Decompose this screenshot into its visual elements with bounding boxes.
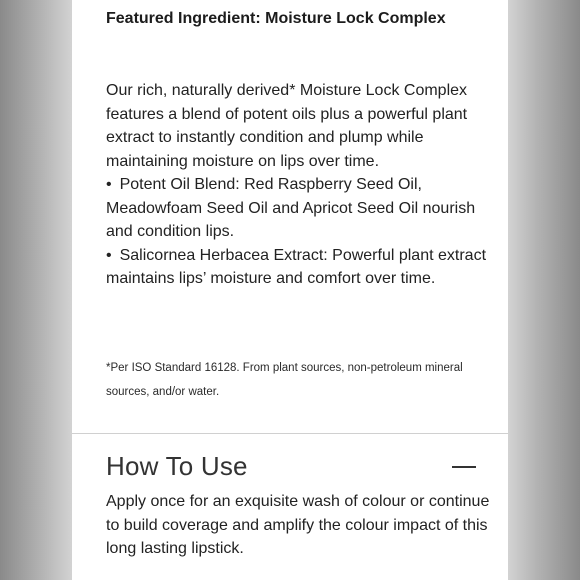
how-to-use-heading[interactable]: How To Use [106,451,248,481]
bullet-item-oil-blend [106,173,491,244]
iso-footnote: *Per ISO Standard 16128. From plant sources, non-petroleum mineral sources, and/or water. [106,362,463,398]
left-backdrop [0,0,72,580]
bullet-item-salicornea [106,244,491,291]
right-backdrop [508,0,580,580]
how-to-use-text: Apply once for an exquisite wash of colour or continue to build coverage and amplify the colour impact of this long lasting lipstick. [106,493,490,557]
featured-ingredient-title: Featured Ingredient: Moisture Lock Complex [106,10,446,27]
bullet-dot: • [106,246,112,264]
featured-intro: Our rich, naturally derived* Moisture Lock Complex features a blend of potent oils plus a powerful plant extract to instantly condition and plump while maintaining moisture on lips over time. [106,82,468,170]
minus-icon[interactable] [452,457,476,477]
bullet-text: Potent Oil Blend: Red Raspberry Seed Oil, Meadowfoam Seed Oil and Apricot Seed Oil nourish and condition lips. [106,176,476,240]
product-details-panel [72,0,508,580]
bullet-text: Salicornea Herbacea Extract: Powerful plant extract maintains lips’ moisture and comfort over time. [106,246,487,287]
bullet-dot: • [106,176,112,193]
section-divider [72,433,508,434]
featured-ingredient-description [106,79,491,291]
